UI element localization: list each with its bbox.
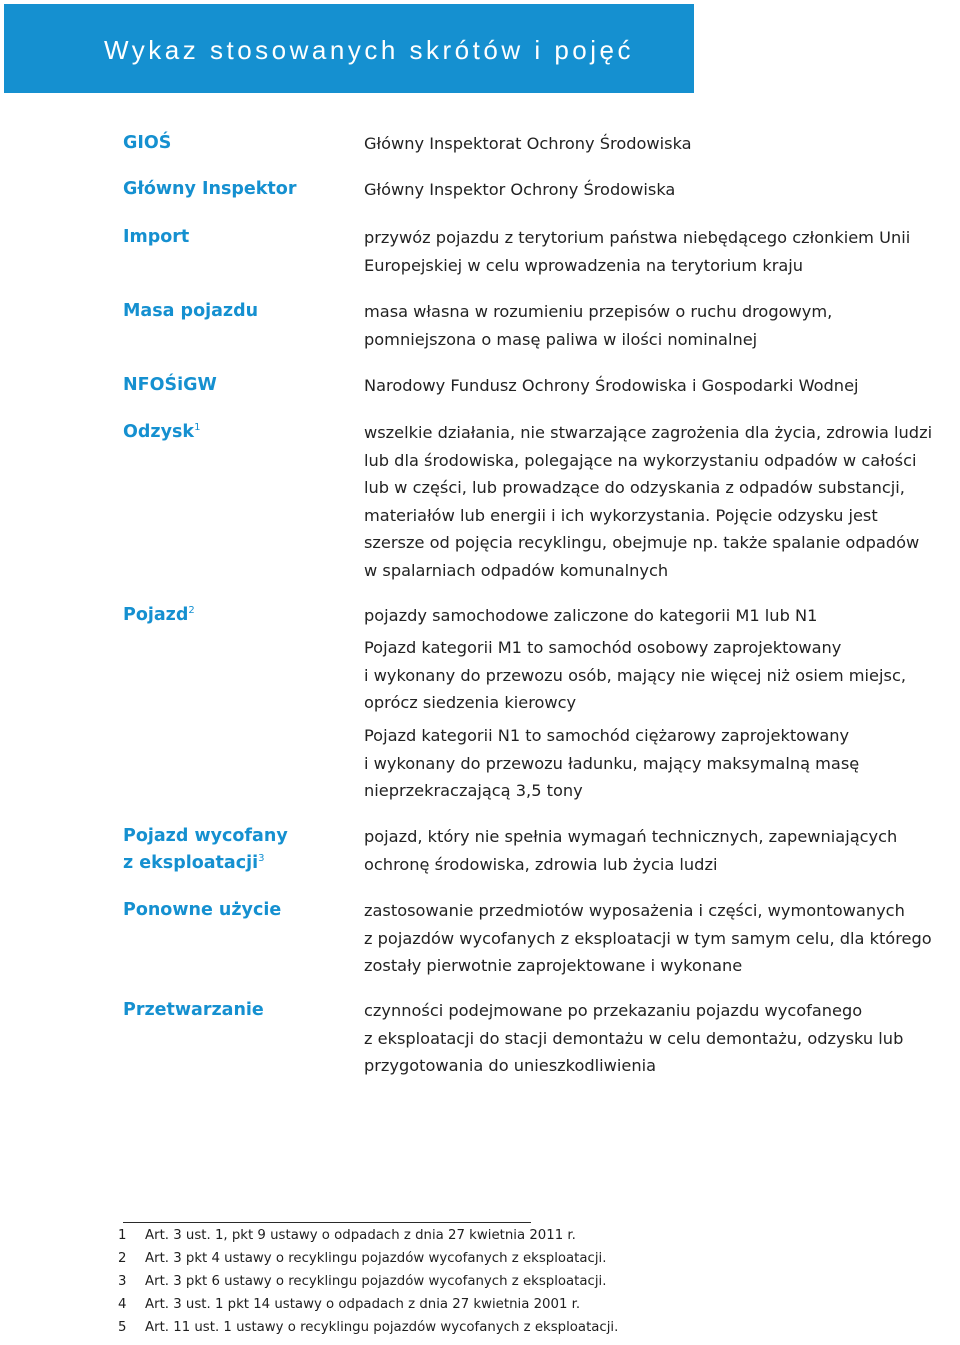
glossary-definition	[364, 897, 960, 980]
glossary-term	[123, 997, 353, 1024]
glossary-term-line: Przetwarzanie	[123, 1000, 264, 1020]
glossary-term-line: Pojazd wycofany	[123, 826, 288, 846]
glossary-definition	[364, 224, 960, 279]
glossary-term-line: Główny Inspektor	[123, 179, 297, 199]
title-banner	[4, 4, 694, 93]
definition-paragraph: pojazdy samochodowe zaliczone do kategorii M1 lub N1	[364, 606, 818, 625]
footnotes	[118, 1228, 718, 1343]
definition-paragraph: Główny Inspektor Ochrony Środowiska	[364, 180, 676, 199]
footnote-number: 5	[118, 1320, 127, 1335]
glossary-term	[123, 176, 353, 203]
glossary-term	[123, 298, 353, 325]
glossary-term	[123, 372, 353, 399]
glossary-term-line: Pojazd$^2$	[123, 605, 195, 625]
definition-paragraph: pojazd, który nie spełnia wymagań technicznych, zapewniających ochronę środowiska, zdrowia lub życia ludzi	[364, 827, 898, 874]
definition-paragraph: przywóz pojazdu z terytorium państwa niebędącego członkiem Unii Europejskiej w celu wprowadzenia na terytorium kraju	[364, 228, 911, 275]
definition-paragraph: wszelkie działania, nie stwarzające zagrożenia dla życia, zdrowia ludzi lub dla środowiska, polegające na wykorzystaniu odpadów w całości lub w części, lub prowadzące do odzyskania z odpadów substancji, materiałów lub energii i ich wykorzystania. Pojęcie odzysku jest szersze od pojęcia recyklingu, obejmuje np. także spalanie odpadów w spalarniach odpadów komunalnych	[364, 423, 933, 580]
glossary-term	[123, 897, 353, 924]
page-title: Wykaz stosowanych skrótów i pojęć	[104, 35, 634, 65]
footnote-reference: 1	[194, 422, 201, 433]
glossary-definition	[364, 298, 960, 353]
footnote-text: Art. 3 ust. 1, pkt 9 ustawy o odpadach z dnia 27 kwietnia 2011 r.	[145, 1228, 576, 1243]
footnote-item	[118, 1228, 718, 1251]
footnote-item	[118, 1320, 718, 1343]
footnote-text: Art. 11 ust. 1 ustawy o recyklingu pojazdów wycofanych z eksploatacji.	[145, 1320, 619, 1335]
glossary-term-line: NFOŚiGW	[123, 375, 217, 395]
footnote-number: 3	[118, 1274, 127, 1289]
footnote-number: 4	[118, 1297, 127, 1312]
glossary-definition	[364, 130, 960, 158]
footnote-item	[118, 1251, 718, 1274]
definition-paragraph: masa własna w rozumieniu przepisów o ruchu drogowym, pomniejszona o masę paliwa w ilości nominalnej	[364, 302, 833, 349]
footnote-divider	[123, 1222, 531, 1223]
definition-paragraph: zastosowanie przedmiotów wyposażenia i części, wymontowanych z pojazdów wycofanych z eksploatacji w tym samym celu, dla którego zostały pierwotnie zaprojektowane i wykonane	[364, 901, 932, 975]
definition-paragraph: Narodowy Fundusz Ochrony Środowiska i Gospodarki Wodnej	[364, 376, 859, 395]
footnote-text: Art. 3 ust. 1 pkt 14 ustawy o odpadach z dnia 27 kwietnia 2001 r.	[145, 1297, 581, 1312]
glossary-term-line: Masa pojazdu	[123, 301, 259, 321]
glossary-term-line: Ponowne użycie	[123, 900, 282, 920]
glossary-definition	[364, 823, 960, 878]
footnote-reference: 3	[258, 853, 265, 864]
glossary-term	[123, 130, 353, 157]
footnote-text: Art. 3 pkt 6 ustawy o recyklingu pojazdów wycofanych z eksploatacji.	[145, 1274, 607, 1289]
glossary-definition	[364, 419, 960, 584]
glossary-definition	[364, 372, 960, 400]
footnote-item	[118, 1274, 718, 1297]
definition-paragraph: Pojazd kategorii M1 to samochód osobowy zaprojektowany i wykonany do przewozu osób, mający nie więcej niż osiem miejsc, oprócz siedzenia kierowcy	[364, 638, 906, 712]
definition-paragraph: Pojazd kategorii N1 to samochód ciężarowy zaprojektowany i wykonany do przewozu ładunku, mający maksymalną masę nieprzekraczającą 3,5 tony	[364, 726, 860, 800]
glossary-term	[123, 823, 353, 877]
glossary-term	[123, 419, 353, 446]
glossary-definition	[364, 176, 960, 204]
footnote-item	[118, 1297, 718, 1320]
footnote-reference: 2	[188, 605, 195, 616]
footnote-number: 2	[118, 1251, 127, 1266]
glossary-term	[123, 602, 353, 629]
footnote-text: Art. 3 pkt 4 ustawy o recyklingu pojazdów wycofanych z eksploatacji.	[145, 1251, 607, 1266]
glossary-term-line: Import	[123, 227, 190, 247]
definition-paragraph: czynności podejmowane po przekazaniu pojazdu wycofanego z eksploatacji do stacji demontażu w celu demontażu, odzysku lub przygotowania do unieszkodliwienia	[364, 1001, 904, 1075]
definition-paragraph: Główny Inspektorat Ochrony Środowiska	[364, 134, 692, 153]
glossary-definition	[364, 997, 960, 1080]
glossary-term	[123, 224, 353, 251]
glossary-term-line: z eksploatacji$^3$	[123, 853, 265, 873]
glossary-term-line: GIOŚ	[123, 133, 172, 153]
footnote-number: 1	[118, 1228, 127, 1243]
glossary-term-line: Odzysk$^1$	[123, 422, 201, 442]
